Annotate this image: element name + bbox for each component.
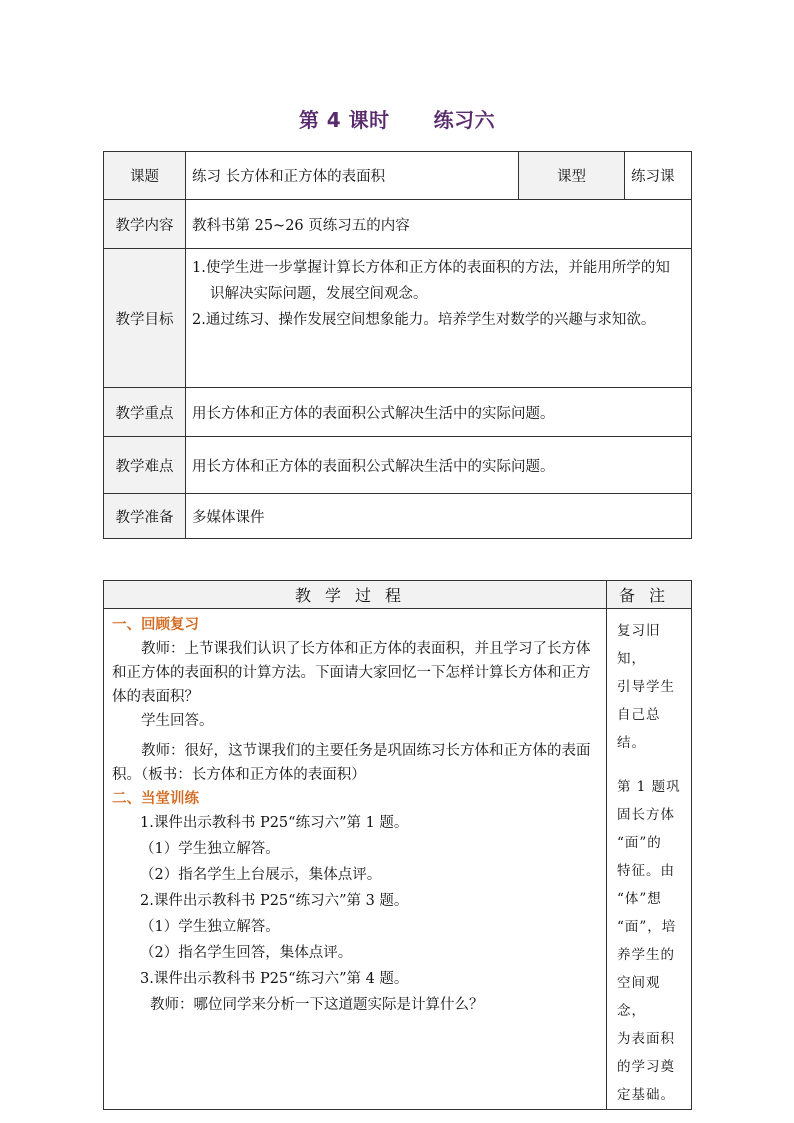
note-line: 固长方体 (617, 807, 675, 823)
note-line: 自己总结。 (617, 707, 661, 751)
key-value: 用长方体和正方体的表面积公式解决生活中的实际问题。 (186, 388, 692, 437)
teaching-process-table (103, 580, 692, 1110)
notes-header: 备注 (607, 581, 692, 609)
row-content (104, 200, 692, 249)
paragraph-student-answer: 学生回答。 (141, 713, 214, 729)
note-line: 定基础。 (617, 1087, 675, 1103)
note-line: 养学生的 (617, 947, 675, 963)
section-practice-title: 二、当堂训练 (112, 791, 199, 807)
note-line: 的学习奠 (617, 1059, 675, 1075)
practice-item: 3.课件出示教科书 P25“练习六”第 4 题。 (140, 971, 409, 987)
goal-label: 教学目标 (104, 249, 186, 388)
goal-item-1: 1.使学生进一步掌握计算长方体和正方体的表面积的方法，并能用所学的知识解决实际问题，发展空间观念。 (192, 260, 670, 302)
practice-item: （2）指名学生上台展示，集体点评。 (140, 867, 382, 883)
goal-value (186, 249, 692, 388)
topic-label: 课题 (104, 152, 186, 200)
note-line: 特征。由 (617, 863, 675, 879)
note-line: 引导学生 (617, 679, 675, 695)
paragraph-teacher-1: 教师：上节课我们认识了长方体和正方体的表面积，并且学习了长方体和正方体的表面积的计算方法。下面请大家回忆一下怎样计算长方体和正方体的表面积？ (112, 641, 591, 705)
type-value: 练习课 (625, 152, 692, 200)
difficulty-value: 用长方体和正方体的表面积公式解决生活中的实际问题。 (186, 437, 692, 494)
topic-value: 练习 长方体和正方体的表面积 (186, 152, 519, 200)
row-difficulty (104, 437, 692, 494)
row-key (104, 388, 692, 437)
note-line: “面”，培 (617, 919, 677, 935)
practice-item: （1）学生独立解答。 (140, 919, 280, 935)
lesson-number: 第 4 课时 (298, 108, 390, 132)
prep-value: 多媒体课件 (186, 494, 692, 539)
process-body-row (104, 609, 692, 1110)
row-prep (104, 494, 692, 539)
row-topic (104, 152, 692, 200)
note-line: 空间观念， (617, 975, 661, 1019)
paragraph-teacher-2: 教师：很好，这节课我们的主要任务是巩固练习长方体和正方体的表面积。（板书：长方体和正方体的表面积） (112, 743, 591, 783)
note-line: “面”的 (617, 835, 662, 851)
practice-item: （1）学生独立解答。 (140, 841, 280, 857)
practice-item: （2）指名学生回答，集体点评。 (140, 945, 353, 961)
practice-item: 教师：哪位同学来分析一下这道题实际是计算什么？ (150, 997, 484, 1013)
content-value: 教科书第 25~26 页练习五的内容 (186, 200, 692, 249)
process-header: 教学过程 (104, 581, 607, 609)
note-line: “体”想 (617, 891, 662, 907)
process-content (104, 609, 607, 1110)
note-line: 第 1 题巩 (617, 779, 681, 795)
goal-item-2: 2.通过练习、操作发展空间想象能力。培养学生对数学的兴趣与求知欲。 (192, 312, 656, 328)
page-title (0, 104, 794, 133)
key-label: 教学重点 (104, 388, 186, 437)
note-line (617, 757, 685, 773)
lesson-info-table (103, 151, 692, 539)
type-label: 课型 (519, 152, 625, 200)
row-goals (104, 249, 692, 388)
difficulty-label: 教学难点 (104, 437, 186, 494)
section-review-title: 一、回顾复习 (112, 617, 199, 633)
practice-item: 2.课件出示教科书 P25“练习六”第 3 题。 (140, 893, 409, 909)
lesson-name: 练习六 (433, 108, 496, 132)
content-label: 教学内容 (104, 200, 186, 249)
notes-content (607, 609, 692, 1110)
practice-item: 1.课件出示教科书 P25“练习六”第 1 题。 (140, 815, 409, 831)
process-header-row (104, 581, 692, 609)
prep-label: 教学准备 (104, 494, 186, 539)
note-line: 复习旧知， (617, 623, 661, 667)
note-line: 为表面积 (617, 1031, 675, 1047)
